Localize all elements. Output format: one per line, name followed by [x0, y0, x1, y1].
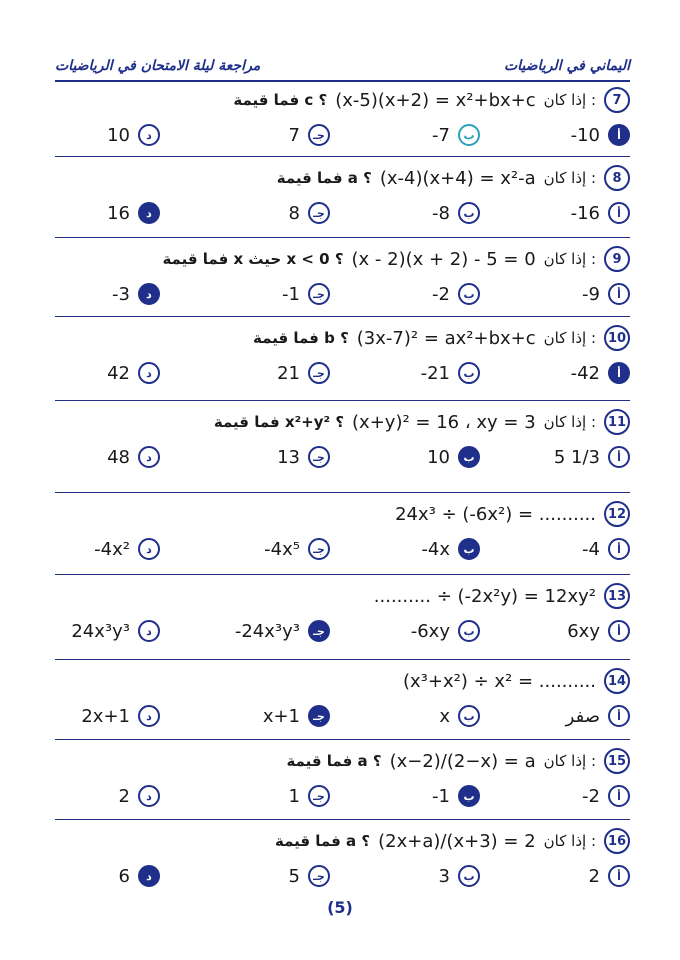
- question-divider: [55, 237, 630, 238]
- header-left-title: مراجعة ليلة الامتحان في الرياضيات: [55, 58, 261, 74]
- question-number-badge: 12: [604, 501, 630, 527]
- choice-value: -6xy: [410, 620, 450, 642]
- choice-value: 2: [588, 865, 600, 887]
- choice-letter-bubble[interactable]: ب: [458, 202, 480, 224]
- choice-value: 7: [288, 124, 300, 146]
- choice-letter-bubble[interactable]: د: [138, 446, 160, 468]
- question-number-badge: 11: [604, 409, 630, 435]
- choice-value: -1: [282, 283, 300, 305]
- question-prefix: إذا كان :: [543, 752, 596, 770]
- answer-choice[interactable]: [490, 701, 630, 731]
- choice-value: -8: [432, 202, 450, 224]
- question-expression: (x-4)(x+4) = x²-a: [379, 167, 536, 189]
- answer-choice[interactable]: [20, 616, 160, 646]
- choice-letter-bubble[interactable]: جـ: [308, 124, 330, 146]
- answer-choice[interactable]: [340, 198, 480, 228]
- answer-choices: [55, 198, 630, 228]
- choice-value: -42: [570, 362, 600, 384]
- answer-choice[interactable]: [20, 781, 160, 811]
- choice-value: -7: [432, 124, 450, 146]
- question-number-badge: 7: [604, 87, 630, 113]
- choice-letter-bubble[interactable]: جـ: [308, 283, 330, 305]
- choice-letter-bubble[interactable]: جـ: [308, 446, 330, 468]
- answer-choice[interactable]: [490, 120, 630, 150]
- page-number: (5): [327, 898, 353, 917]
- answer-choice[interactable]: [20, 534, 160, 564]
- choice-value: 10: [427, 446, 450, 468]
- question-stem: [214, 406, 630, 438]
- choice-value: 5 1/3: [553, 446, 600, 468]
- choice-letter-bubble[interactable]: جـ: [308, 620, 330, 642]
- question-ask: فما قيمة x²+y² ؟: [213, 413, 345, 431]
- choice-letter-bubble[interactable]: أ: [608, 446, 630, 468]
- choice-value: -3: [112, 283, 130, 305]
- answer-choice[interactable]: [190, 198, 330, 228]
- question-ask: فما قيمة a ؟: [276, 169, 372, 187]
- answer-choice[interactable]: [340, 534, 480, 564]
- question-7: [55, 84, 630, 154]
- question-ask: فما قيمة x حيث x < 0 ؟: [162, 250, 344, 268]
- answer-choice[interactable]: [190, 701, 330, 731]
- choice-value: -21: [420, 362, 450, 384]
- question-stem: [403, 665, 630, 697]
- answer-choice[interactable]: [340, 701, 480, 731]
- choice-value: -2: [582, 785, 600, 807]
- question-13: [55, 580, 630, 650]
- choice-value: -4x: [421, 538, 450, 560]
- answer-choice[interactable]: [340, 120, 480, 150]
- question-expression: (x-5)(x+2) = x²+bx+c: [335, 89, 536, 111]
- question-ask: فما قيمة a ؟: [286, 752, 382, 770]
- header-divider: [55, 80, 630, 82]
- answer-choice[interactable]: [490, 442, 630, 472]
- question-divider: [55, 492, 630, 493]
- question-stem: [286, 745, 630, 777]
- answer-choice[interactable]: [20, 701, 160, 731]
- choice-letter-bubble[interactable]: أ: [608, 705, 630, 727]
- choice-value: -1: [432, 785, 450, 807]
- choice-letter-bubble[interactable]: جـ: [308, 705, 330, 727]
- question-divider: [55, 739, 630, 740]
- answer-choices: [55, 358, 630, 388]
- choice-letter-bubble[interactable]: د: [138, 202, 160, 224]
- answer-choices: [55, 120, 630, 150]
- question-8: [55, 162, 630, 232]
- question-expression: (x+y)² = 16 ، xy = 3: [352, 411, 536, 433]
- choice-value: صفر: [565, 705, 600, 727]
- question-expression: (x−2)/(2−x) = a: [389, 750, 536, 772]
- choice-value: 13: [277, 446, 300, 468]
- question-expression: 24x³ ÷ (-6x²) = ..........: [395, 503, 596, 525]
- choice-value: 1: [288, 785, 300, 807]
- answer-choice[interactable]: [20, 120, 160, 150]
- choice-letter-bubble[interactable]: د: [138, 538, 160, 560]
- question-10: [55, 322, 630, 392]
- choice-letter-bubble[interactable]: د: [138, 785, 160, 807]
- question-stem: [162, 243, 630, 275]
- question-9: [55, 243, 630, 313]
- question-number-badge: 16: [604, 828, 630, 854]
- answer-choice[interactable]: [340, 279, 480, 309]
- choice-value: -9: [582, 283, 600, 305]
- question-number-badge: 9: [604, 246, 630, 272]
- question-divider: [55, 156, 630, 157]
- choice-letter-bubble[interactable]: أ: [608, 785, 630, 807]
- choice-letter-bubble[interactable]: ب: [458, 785, 480, 807]
- answer-choice[interactable]: [190, 534, 330, 564]
- choice-letter-bubble[interactable]: ب: [458, 538, 480, 560]
- choice-letter-bubble[interactable]: جـ: [308, 362, 330, 384]
- question-ask: فما قيمة a ؟: [274, 832, 371, 850]
- choice-letter-bubble[interactable]: جـ: [308, 202, 330, 224]
- choice-letter-bubble[interactable]: ب: [458, 283, 480, 305]
- question-prefix: إذا كان :: [543, 832, 596, 850]
- choice-letter-bubble[interactable]: ب: [458, 124, 480, 146]
- question-stem: [277, 162, 630, 194]
- choice-letter-bubble[interactable]: ب: [458, 446, 480, 468]
- answer-choice[interactable]: [190, 279, 330, 309]
- choice-value: 6: [118, 865, 130, 887]
- choice-letter-bubble[interactable]: أ: [608, 124, 630, 146]
- question-16: [55, 825, 630, 895]
- answer-choice[interactable]: [20, 198, 160, 228]
- answer-choice[interactable]: [490, 534, 630, 564]
- answer-choice[interactable]: [190, 442, 330, 472]
- choice-value: -10: [570, 124, 600, 146]
- question-number-badge: 13: [604, 583, 630, 609]
- question-stem: [395, 498, 630, 530]
- choice-letter-bubble[interactable]: أ: [608, 538, 630, 560]
- choice-letter-bubble[interactable]: جـ: [308, 785, 330, 807]
- choice-value: x+1: [262, 705, 300, 727]
- choice-value: 21: [277, 362, 300, 384]
- answer-choices: [55, 279, 630, 309]
- choice-value: -24x³y³: [234, 620, 300, 642]
- question-expression: (x - 2)(x + 2) - 5 = 0: [351, 248, 536, 270]
- choice-letter-bubble[interactable]: ب: [458, 865, 480, 887]
- answer-choice[interactable]: [190, 781, 330, 811]
- choice-value: 2: [118, 785, 130, 807]
- choice-value: 8: [288, 202, 300, 224]
- answer-choices: [55, 781, 630, 811]
- choice-value: -16: [570, 202, 600, 224]
- question-11: [55, 406, 630, 476]
- answer-choice[interactable]: [340, 861, 480, 891]
- choice-letter-bubble[interactable]: أ: [608, 620, 630, 642]
- question-divider: [55, 659, 630, 660]
- question-divider: [55, 574, 630, 575]
- question-stem: [233, 84, 630, 116]
- answer-choice[interactable]: [190, 861, 330, 891]
- choice-letter-bubble[interactable]: د: [138, 362, 160, 384]
- choice-value: -4x²: [94, 538, 130, 560]
- choice-value: 10: [107, 124, 130, 146]
- choice-value: 42: [107, 362, 130, 384]
- choice-value: 48: [107, 446, 130, 468]
- question-expression: (2x+a)/(x+3) = 2: [378, 830, 536, 852]
- answer-choice[interactable]: [340, 616, 480, 646]
- answer-choice[interactable]: [340, 442, 480, 472]
- choice-value: x: [439, 705, 450, 727]
- answer-choice[interactable]: [490, 616, 630, 646]
- choice-letter-bubble[interactable]: د: [138, 865, 160, 887]
- answer-choice[interactable]: [20, 442, 160, 472]
- question-stem: [253, 322, 630, 354]
- choice-value: -4: [582, 538, 600, 560]
- choice-letter-bubble[interactable]: أ: [608, 362, 630, 384]
- answer-choices: [55, 861, 630, 891]
- page-header: [55, 54, 630, 78]
- answer-choice[interactable]: [490, 861, 630, 891]
- choice-letter-bubble[interactable]: أ: [608, 283, 630, 305]
- answer-choices: [55, 616, 630, 646]
- answer-choices: [55, 442, 630, 472]
- choice-letter-bubble[interactable]: ب: [458, 620, 480, 642]
- question-ask: فما قيمة b ؟: [253, 329, 349, 347]
- question-expression: (x³+x²) ÷ x² = ..........: [403, 670, 596, 692]
- question-stem: [374, 580, 630, 612]
- choice-letter-bubble[interactable]: د: [138, 620, 160, 642]
- question-number-badge: 14: [604, 668, 630, 694]
- choice-letter-bubble[interactable]: أ: [608, 865, 630, 887]
- question-prefix: إذا كان :: [543, 413, 596, 431]
- answer-choice[interactable]: [190, 358, 330, 388]
- question-14: [55, 665, 630, 735]
- answer-choice[interactable]: [190, 120, 330, 150]
- question-15: [55, 745, 630, 815]
- answer-choice[interactable]: [490, 358, 630, 388]
- choice-letter-bubble[interactable]: د: [138, 283, 160, 305]
- choice-value: 16: [107, 202, 130, 224]
- choice-value: -2: [432, 283, 450, 305]
- choice-letter-bubble[interactable]: أ: [608, 202, 630, 224]
- question-prefix: إذا كان :: [543, 91, 596, 109]
- question-expression: .......... ÷ (-2x²y) = 12xy²: [373, 585, 596, 607]
- header-right-title: اليماني في الرياضيات: [503, 58, 630, 74]
- answer-choice[interactable]: [490, 279, 630, 309]
- answer-choice[interactable]: [20, 861, 160, 891]
- answer-choices: [55, 701, 630, 731]
- question-expression: (3x-7)² = ax²+bx+c: [356, 327, 536, 349]
- choice-value: 3: [438, 865, 450, 887]
- answer-choice[interactable]: [190, 616, 330, 646]
- choice-letter-bubble[interactable]: ب: [458, 705, 480, 727]
- answer-choices: [55, 534, 630, 564]
- question-12: [55, 498, 630, 568]
- question-divider: [55, 400, 630, 401]
- choice-value: 5: [288, 865, 300, 887]
- choice-letter-bubble[interactable]: جـ: [308, 865, 330, 887]
- choice-letter-bubble[interactable]: جـ: [308, 538, 330, 560]
- choice-value: 6xy: [567, 620, 600, 642]
- choice-letter-bubble[interactable]: د: [138, 124, 160, 146]
- question-divider: [55, 316, 630, 317]
- answer-choice[interactable]: [340, 358, 480, 388]
- question-divider: [55, 819, 630, 820]
- choice-value: 2x+1: [81, 705, 130, 727]
- answer-choice[interactable]: [20, 358, 160, 388]
- answer-choice[interactable]: [20, 279, 160, 309]
- choice-value: 24x³y³: [71, 620, 130, 642]
- question-prefix: إذا كان :: [543, 169, 596, 187]
- answer-choice[interactable]: [490, 198, 630, 228]
- choice-letter-bubble[interactable]: ب: [458, 362, 480, 384]
- answer-choice[interactable]: [340, 781, 480, 811]
- question-number-badge: 8: [604, 165, 630, 191]
- choice-letter-bubble[interactable]: د: [138, 705, 160, 727]
- question-number-badge: 10: [604, 325, 630, 351]
- choice-value: -4x⁵: [264, 538, 300, 560]
- question-ask: فما قيمة c ؟: [233, 91, 328, 109]
- question-stem: [275, 825, 630, 857]
- question-prefix: إذا كان :: [543, 250, 596, 268]
- question-number-badge: 15: [604, 748, 630, 774]
- question-prefix: إذا كان :: [543, 329, 596, 347]
- answer-choice[interactable]: [490, 781, 630, 811]
